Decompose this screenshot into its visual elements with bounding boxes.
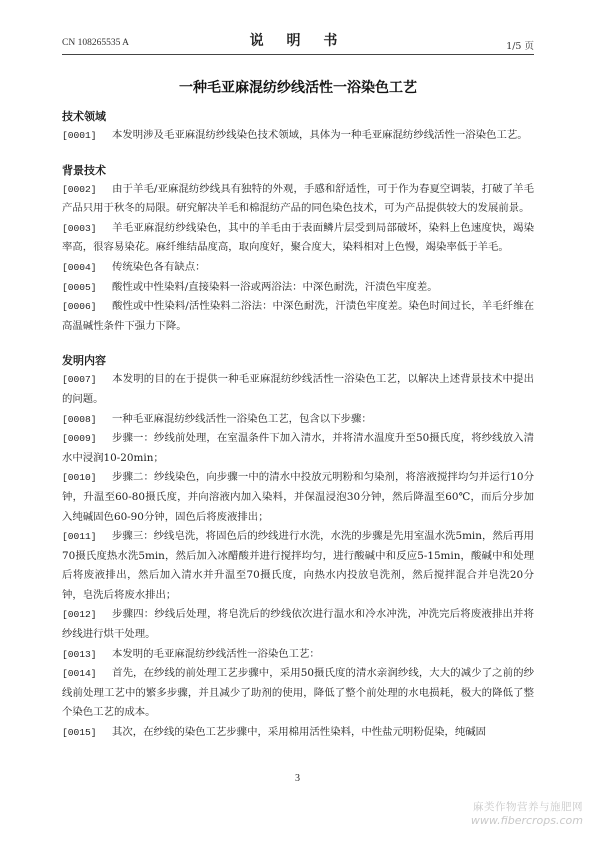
paragraph-text: 步骤三：纱线皂洗，将固色后的纱线进行水洗，水洗的步骤是先用室温水洗5min，然后再用70摄氏度热水洗5min，然后加入冰醋酸并进行搅拌均匀，进行酸碱中和反应5-15min，酸碱中和处理后将废液排出，然后加入清水并升温至70摄氏度，向热水内投放皂洗剂，然后搅拌混合并皂洗20分钟，皂洗后将废水排出； <box>62 530 534 601</box>
paragraph-0004 <box>62 258 534 278</box>
site-watermark <box>471 800 583 828</box>
header-divider <box>62 54 534 55</box>
paragraph-text: 本发明的毛亚麻混纺纱线活性一浴染色工艺： <box>112 647 320 660</box>
page-number: 3 <box>295 773 300 784</box>
patent-number: CN 108265535 A <box>62 38 130 48</box>
watermark-url: www.fibercrops.com <box>470 814 583 827</box>
paragraph-text: 本发明涉及毛亚麻混纺纱线染色技术领域，具体为一种毛亚麻混纺纱线活性一浴染色工艺。 <box>112 129 528 141</box>
paragraph-number: [0008] <box>62 413 97 425</box>
section-heading-tech-field: 技术领域 <box>62 110 106 123</box>
document-body <box>62 108 534 743</box>
paragraph-text: 首先，在纱线的前处理工艺步骤中，采用50摄氏度的清水亲润纱线，大大的减少了之前的纱线前处理工艺中的繁多步骤，并且减少了助剂的使用，降低了整个前处理的水电损耗，极大的降低了整个染色工艺的成本。 <box>62 667 534 719</box>
paragraph-0005 <box>62 278 534 298</box>
paragraph-0001 <box>62 126 534 146</box>
paragraph-text: 由于羊毛/亚麻混纺纱线具有独特的外观，手感和舒适性，可于作为春夏空调装，打破了羊毛产品只用于秋冬的局限。研究解决羊毛和棉混纺产品的同色染色技术，可为产品提供较大的发展前景。 <box>62 182 534 215</box>
paragraph-number: [0011] <box>62 531 97 543</box>
paragraph-number: [0005] <box>62 281 97 293</box>
page-header <box>62 30 534 56</box>
paragraph-text: 羊毛亚麻混纺纱线染色，其中的羊毛由于表面鳞片层受到局部破坏，染料上色速度快，竭染率高，很容易染花。麻纤维结晶度高，取向度好，聚合度大，染料相对上色慢，竭染率低于羊毛。 <box>62 221 534 254</box>
paragraph-number: [0013] <box>62 648 97 660</box>
paragraph-0013 <box>62 645 534 665</box>
paragraph-text: 一种毛亚麻混纺纱线活性一浴染色工艺，包含以下步骤： <box>112 412 372 425</box>
paragraph-number: [0009] <box>62 433 97 445</box>
paragraph-0008 <box>62 410 534 430</box>
section-heading-background: 背景技术 <box>62 163 106 177</box>
document-title: 一种毛亚麻混纺纱线活性一浴染色工艺 <box>179 80 417 96</box>
paragraph-number: [0001] <box>62 130 97 141</box>
paragraph-number: [0004] <box>62 261 97 273</box>
paragraph-number: [0012] <box>62 609 97 621</box>
paragraph-number: [0006] <box>62 301 97 313</box>
document-type: 说 明 书 <box>249 33 347 49</box>
paragraph-0003 <box>62 219 534 258</box>
paragraph-0007 <box>62 370 534 409</box>
paragraph-0002 <box>62 180 534 219</box>
paragraph-text: 传统染色各有缺点： <box>112 260 206 273</box>
paragraph-number: [0010] <box>62 472 97 484</box>
paragraph-0011 <box>62 527 534 605</box>
paragraph-0010 <box>62 468 534 527</box>
paragraph-text: 步骤四：纱线后处理，将皂洗后的纱线依次进行温水和冷水冲洗，冲洗完后将废液排出并将纱线进行烘干处理。 <box>62 608 534 641</box>
paragraph-0009 <box>62 429 534 468</box>
page-indicator: 1/5 页 <box>506 41 534 52</box>
paragraph-text: 步骤一：纱线前处理，在室温条件下加入清水，并将清水温度升至50摄氏度，将纱线放入清水中浸润10-20min； <box>62 432 534 464</box>
paragraph-text: 本发明的目的在于提供一种毛亚麻混纺纱线活性一浴染色工艺，以解决上述背景技术中提出的问题。 <box>62 373 534 405</box>
paragraph-number: [0002] <box>62 183 97 195</box>
paragraph-0006 <box>62 297 534 336</box>
section-heading-invention: 发明内容 <box>62 354 106 368</box>
paragraph-text: 步骤二：纱线染色，向步骤一中的清水中投放元明粉和匀染剂，将溶液搅拌均匀并运行10分钟，升温至60-80摄氏度，并向溶液内加入染料，并保温浸泡30分钟，然后降温至60℃，而后分步加入纯碱固色60-90分钟，固色后将废液排出； <box>62 471 534 523</box>
paragraph-0012 <box>62 605 534 644</box>
paragraph-number: [0014] <box>62 668 97 680</box>
paragraph-text: 其次，在纱线的染色工艺步骤中，采用棉用活性染料，中性盐元明粉促染，纯碱固 <box>112 726 487 739</box>
paragraph-text: 酸性或中性染料/活性染料二浴法：中深色耐洗，汗渍色牢度差。染色时间过长，羊毛纤维在高温碱性条件下强力下降。 <box>62 300 534 332</box>
paragraph-0014 <box>62 664 534 723</box>
paragraph-number: [0007] <box>62 374 97 386</box>
paragraph-text: 酸性或中性染料/直接染料一浴或两浴法：中深色耐洗，汗渍色牢度差。 <box>112 280 438 293</box>
watermark-site-name: 麻类作物营养与施肥网 <box>473 801 583 813</box>
paragraph-number: [0003] <box>62 222 97 234</box>
paragraph-number: [0015] <box>62 727 97 739</box>
paragraph-0015 <box>62 723 534 743</box>
